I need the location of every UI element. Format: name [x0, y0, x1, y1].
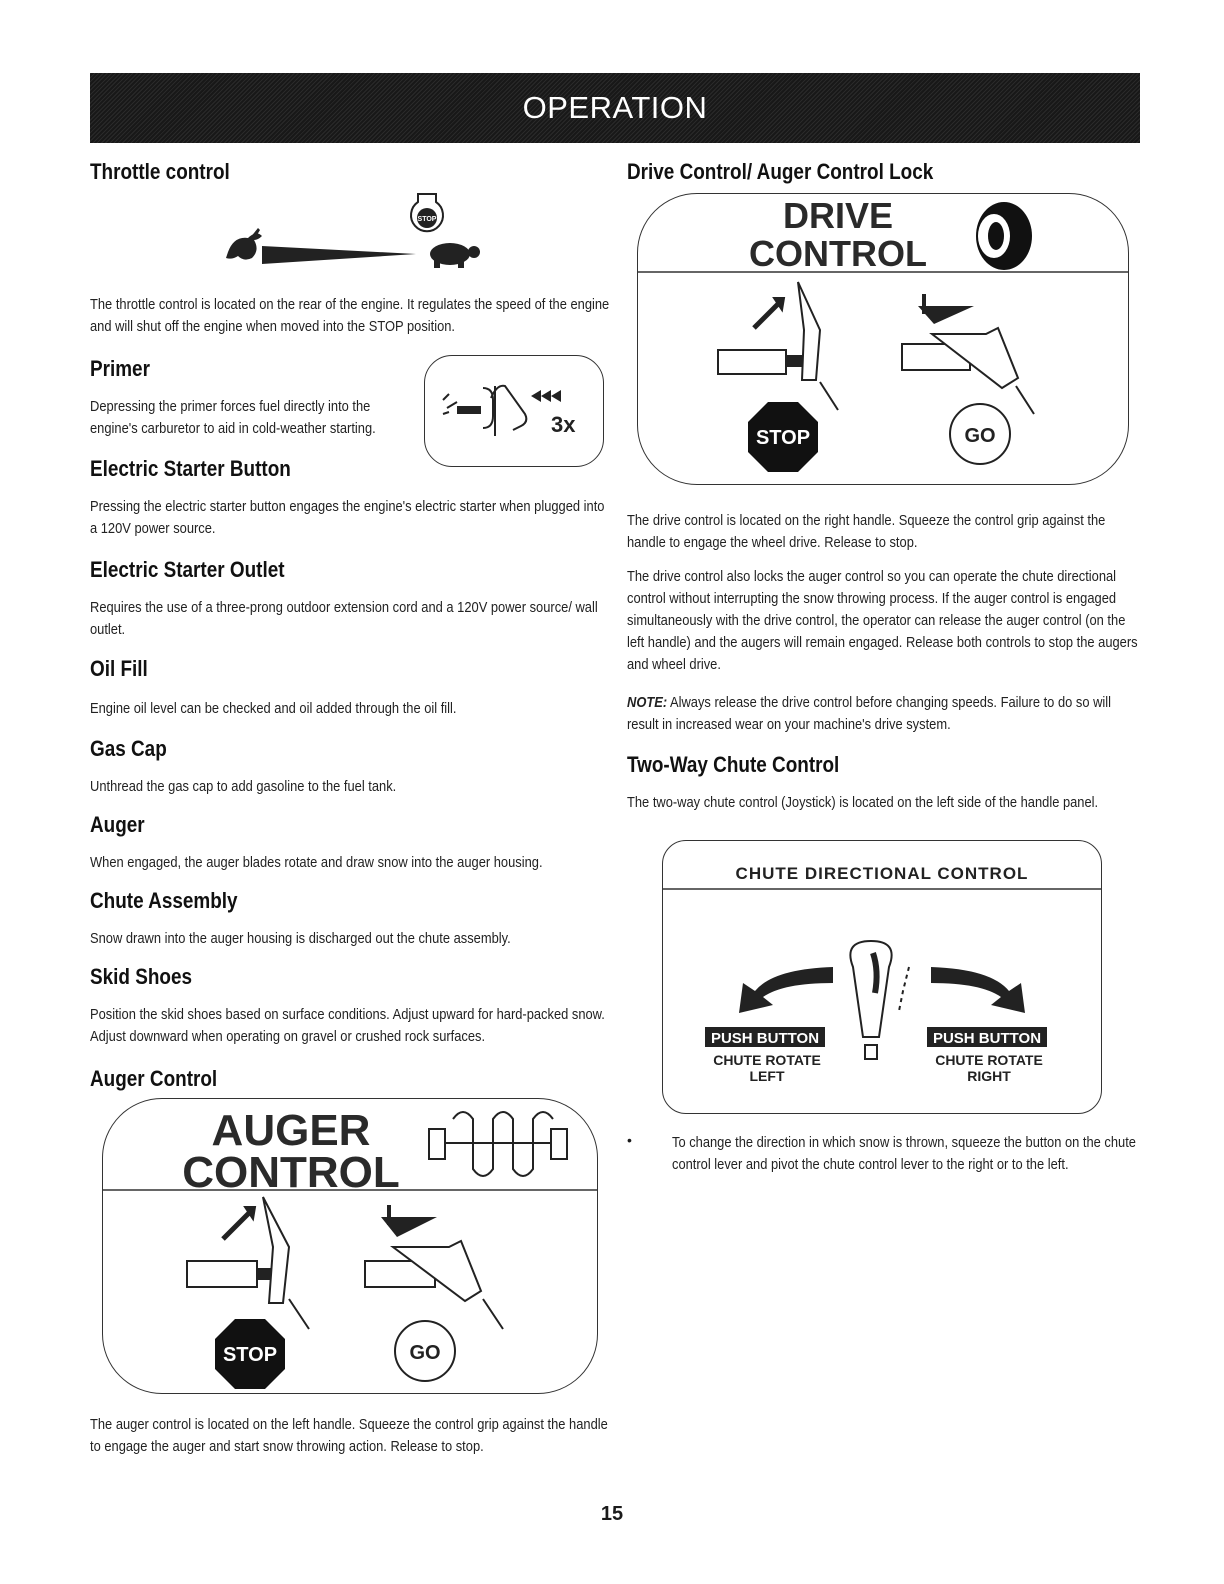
rotate-right-arrow-icon — [931, 967, 1025, 1013]
drive-body-2: The drive control also locks the auger control so you can operate the chute directional control without interrupting the snow throwing process. If the auger control is engaged simultaneously with the drive control, the operator can release the auger control (on the left handle) and the augers will remain engaged. Release both controls to stop the augers and wheel drive. — [627, 568, 1138, 673]
wheel-icon — [976, 202, 1032, 270]
auger-panel-line2: CONTROL — [182, 1148, 400, 1197]
oil-fill-heading: Oil Fill — [90, 656, 148, 681]
left-caption-line2: LEFT — [749, 1068, 785, 1084]
auger-section — [90, 812, 154, 838]
repeat-arrows-icon — [531, 390, 561, 402]
auger-heading: Auger — [90, 812, 145, 837]
throttle-body: The throttle control is located on the rear of the engine. It regulates the speed of the engine and will shut off the engine when moved into the STOP position. — [90, 296, 610, 335]
drive-panel-line2: CONTROL — [749, 233, 927, 274]
rabbit-fast-icon — [226, 228, 262, 260]
drive-go-sign — [950, 404, 1010, 464]
auger-control-body: The auger control is located on the left handle. Squeeze the control grip against the handle to engage the auger and start snow throwing action. Release to stop. — [90, 1416, 608, 1455]
auger-panel-line1: AUGER — [211, 1106, 371, 1155]
push-button-left — [705, 1027, 825, 1047]
chute-control-body: The two-way chute control (Joystick) is located on the left side of the handle panel. — [627, 794, 1099, 811]
note-label: NOTE: — [627, 694, 668, 711]
skid-shoes-heading: Skid Shoes — [90, 964, 192, 989]
stop-icon-label: STOP — [417, 216, 437, 223]
electric-outlet-section — [90, 557, 316, 583]
section-title: OPERATION — [522, 90, 708, 125]
section-banner — [90, 73, 1140, 143]
electric-button-section — [90, 456, 324, 482]
gas-cap-heading: Gas Cap — [90, 736, 167, 761]
svg-text:STOP: STOP — [222, 1344, 278, 1366]
chute-assembly-section — [90, 888, 262, 914]
drive-handle-engaged-icon — [902, 294, 1034, 414]
drive-control-heading: Drive Control/ Auger Control Lock — [627, 159, 934, 184]
gas-cap-section — [90, 736, 179, 762]
auger-control-diagram — [103, 1099, 597, 1393]
auger-handle-engaged-icon — [365, 1205, 503, 1329]
primer-diagram — [425, 356, 603, 466]
right-caption-line2: RIGHT — [967, 1068, 1011, 1084]
auger-blade-icon — [429, 1112, 567, 1176]
chute-control-diagram — [663, 841, 1101, 1113]
drive-panel-line1: DRIVE — [782, 195, 894, 236]
chute-control-panel — [662, 840, 1102, 1114]
primer-panel — [424, 355, 604, 467]
turtle-slow-icon — [430, 243, 480, 268]
svg-text:STOP: STOP — [755, 427, 811, 449]
chute-panel-title: CHUTE DIRECTIONAL CONTROL — [735, 864, 1029, 883]
chute-assembly-heading: Chute Assembly — [90, 888, 238, 913]
push-button-right — [927, 1027, 1047, 1047]
joystick-icon — [850, 941, 909, 1059]
bullet-marker: • — [627, 1132, 632, 1148]
primer-section — [90, 356, 160, 382]
note-body: Always release the drive control before changing speeds. Failure to do so will result in increased wear on your machine's drive system. — [627, 694, 1112, 733]
right-caption-line1: CHUTE ROTATE — [935, 1052, 1043, 1068]
drive-control-panel — [637, 193, 1129, 485]
auger-control-panel — [102, 1098, 598, 1394]
svg-text:PUSH BUTTON: PUSH BUTTON — [932, 1030, 1042, 1047]
rotate-left-arrow-icon — [739, 967, 833, 1013]
svg-text:PUSH BUTTON: PUSH BUTTON — [710, 1030, 820, 1047]
left-caption-line1: CHUTE ROTATE — [713, 1052, 821, 1068]
chute-control-heading: Two-Way Chute Control — [627, 752, 840, 777]
chute-control-section — [627, 752, 874, 778]
electric-button-heading: Electric Starter Button — [90, 456, 291, 481]
oil-fill-section — [90, 656, 157, 682]
electric-outlet-heading: Electric Starter Outlet — [90, 557, 285, 582]
electric-outlet-body: Requires the use of a three-prong outdoor extension cord and a 120V power source/ wall outlet. — [90, 599, 598, 638]
drive-body-1: The drive control is located on the right handle. Squeeze the control grip against the handle to engage the wheel drive. Release to stop. — [627, 512, 1106, 551]
drive-note — [627, 692, 1142, 736]
primer-press-icon — [443, 386, 526, 436]
auger-body: When engaged, the auger blades rotate and draw snow into the auger housing. — [90, 854, 543, 871]
drive-control-diagram — [638, 194, 1128, 484]
page-number: 15 — [600, 1503, 624, 1525]
drive-stop-sign — [748, 402, 818, 472]
drive-handle-released-icon — [718, 282, 838, 410]
oil-fill-body: Engine oil level can be checked and oil added through the oil fill. — [90, 700, 457, 717]
auger-control-section — [90, 1066, 238, 1092]
skid-shoes-body: Position the skid shoes based on surface conditions. Adjust upward for hard-packed snow. Adjust downward when operating on gravel or crushed rock surfaces. — [90, 1006, 605, 1045]
throttle-heading: Throttle control — [90, 159, 230, 184]
electric-button-body: Pressing the electric starter button engages the engine's electric starter when plugged into a 120V power source. — [90, 498, 605, 537]
auger-go-sign — [395, 1321, 455, 1381]
throttle-section — [90, 159, 253, 185]
svg-text:GO: GO — [409, 1342, 441, 1364]
drive-control-section — [627, 159, 983, 185]
throttle-wedge — [262, 246, 416, 264]
svg-text:GO: GO — [964, 425, 996, 447]
chute-assembly-body: Snow drawn into the auger housing is discharged out the chute assembly. — [90, 930, 511, 947]
primer-count: 3x — [551, 412, 576, 437]
gas-cap-body: Unthread the gas cap to add gasoline to the fuel tank. — [90, 778, 397, 795]
auger-control-heading: Auger Control — [90, 1066, 218, 1091]
auger-stop-sign — [215, 1319, 285, 1389]
throttle-diagram — [220, 190, 500, 280]
skid-shoes-section — [90, 964, 209, 990]
chute-bullet-text: To change the direction in which snow is thrown, squeeze the button on the chute control lever and pivot the chute control lever to the right or to the left. — [672, 1134, 1136, 1173]
primer-heading: Primer — [90, 356, 150, 381]
primer-body: Depressing the primer forces fuel directly into the engine's carburetor to aid in cold-weather starting. — [90, 398, 376, 437]
stop-engine-icon — [411, 194, 443, 231]
auger-handle-released-icon — [187, 1197, 309, 1329]
